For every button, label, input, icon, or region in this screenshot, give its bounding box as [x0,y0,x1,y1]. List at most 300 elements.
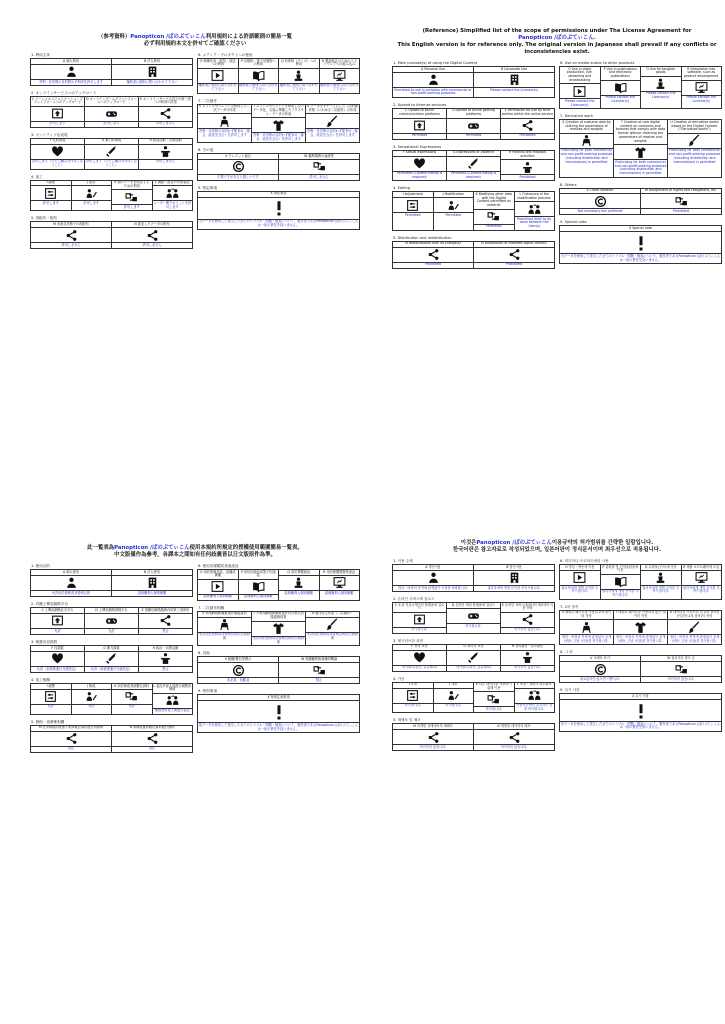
sword-icon [467,651,480,664]
mesh-icon [218,618,231,631]
permission-text: 権利者に個別に問い合わせて下さい [239,83,278,92]
section [197,53,360,94]
permission-text: Permitted [465,133,482,138]
shirt-icon [634,146,647,159]
user-icon [427,73,440,86]
item-label: O 用於影像作品、直播或廣播 [198,570,238,580]
monitor-icon [333,69,346,82]
item-label: H 政治活動・宗教活動 [139,139,192,145]
permission-text: 当データを使用して発生した全てのトラブル・問題・損害について、製作者であるPanopticon /ぱのぷてぃこんは一切の責任を負いません。 [560,254,721,262]
permission-cell [474,683,515,713]
permission-cell [641,67,682,108]
permission-cell [198,657,279,683]
section [197,564,360,601]
permission-text: 許可しません [142,243,162,247]
permission-cell [31,59,112,85]
section-title: 8. 其他 [198,651,210,656]
section-title: 7. 2차 창작 [560,604,579,609]
permission-row [559,655,722,683]
permission-cell [279,570,320,600]
item-label: R Integration into software, such as product development [682,67,722,81]
icon-box [198,580,238,595]
icon-box [31,652,84,667]
permission-text: 允許（但需要進行分級設定） [36,666,79,671]
item-label: C 소셜 커뮤니케이션 플랫폼에 업로드 [393,603,446,613]
sword-icon [467,157,480,170]
section-title: 3. センシティブな表現 [31,132,68,137]
book-icon [614,575,627,588]
icon-box [515,202,555,217]
item-label: W Assignment of Rights and Obligations, etc. [641,189,721,195]
permission-row [392,108,555,140]
share-icon [427,248,440,261]
permission-cell [72,181,113,211]
permission-cell [682,565,723,599]
permission-cell [641,565,682,599]
transfer-icon [125,191,138,204]
shirt-icon [272,622,285,635]
permission-text: 僅限使用者之間進行委託 [154,708,190,713]
item-label: X 특기 사항 [560,694,721,700]
icon-box [641,77,681,92]
permission-text: 允許用於營利或非營利目的 [51,590,91,595]
permission-text: 허가하지 않습니다. [419,745,447,750]
item-label: M 未改変状態での再配布 [31,222,111,228]
item-label: P 出版物・電子出版物への利用 [239,59,279,69]
item-label: V 版權/署名等標示 [198,657,278,663]
icon-box [560,194,640,209]
item-label: U 製作衍生作品（二次創作） [306,612,359,618]
outsource-icon [528,689,541,702]
section [559,114,722,177]
permission-cell [447,603,501,633]
figure-icon [292,576,305,589]
transfer-icon [313,664,326,677]
permission-text: 허가합니다. [411,627,428,632]
icon-box [393,730,473,745]
section [30,602,193,635]
item-label: J Modification [434,192,474,198]
permission-cell [501,151,555,181]
permission-text: Permitted to use in activities with commercial or non-profit-seeking purposes [394,87,472,96]
permission-text: Prohibited [519,175,536,179]
section [197,186,360,230]
item-label: O Use in video production, live-streaming and broadcasting [560,67,600,84]
permission-row [197,104,360,143]
permission-cell [560,694,722,731]
icon-box [198,114,251,129]
permission-cell [560,226,722,263]
icon-box [393,651,446,666]
permission-cell [85,608,139,634]
icon-box [153,694,193,709]
permission-text: Permitted [405,213,421,217]
copyright-icon [232,664,245,677]
heading-text: （参考資料） [97,34,131,40]
permission-row [197,656,360,684]
section [30,640,193,673]
permission-row [392,150,555,182]
icon-box [31,614,84,629]
permission-cell [139,97,193,127]
alert-icon [632,702,650,720]
permission-row [197,191,360,230]
icon-box [393,689,433,704]
monitor-icon [695,571,708,584]
adjust-icon [44,690,57,703]
icon-box [447,157,500,172]
permission-cell [31,222,112,248]
icon-box [614,620,667,635]
icon-box [560,84,600,99]
upload-icon [51,107,64,120]
share-icon [521,119,534,132]
permission-text: 当データを使用して発生した全てのトラブル・問題・損害について、製作者であるPanopticon /ぱのぷてぃこんは一切の責任を負いません。 [198,219,359,228]
item-label: P Use in publications and electronic publications [601,67,641,81]
permission-cell [112,570,193,596]
permission-text: 허가합니다. [445,703,462,708]
gamepad-icon [105,107,118,120]
icon-box [434,689,474,704]
permission-text: 허가하지 않습니다. [514,665,541,670]
item-label: J 개변 [434,683,474,689]
permission-text: Permitted [411,133,428,138]
icon-box [474,248,554,263]
icon-box [72,186,112,201]
item-label: B 法人利用 [112,59,192,65]
permission-text: 権利者に個別に問い合わせて下さい [126,79,178,84]
permission-row [392,644,555,672]
permission-cell [668,611,722,645]
icon-box [501,160,554,175]
permission-text: 営利・非営利の目的わず配布可（都合、改変を含む）を許可します [253,133,304,141]
heart-icon [51,652,64,665]
item-label: K 用於修改其他數位資料 [112,684,152,690]
icon-box [153,186,193,201]
section [197,689,360,733]
section-title: 8. その他 [198,147,214,152]
permission-text: Permitted [486,224,502,229]
section-title: 7. 二次創作相關 [198,605,225,610]
item-label: D 온라인 게임 플랫폼에 업로드 [447,603,500,609]
icon-box [306,114,359,129]
brush-icon [326,618,339,631]
permission-cell [139,608,193,634]
item-label: H 政治・宗教活動 [139,646,192,652]
permission-text: 請與權利人個別聯繫 [284,590,314,595]
icon-box [279,69,319,84]
heading-text: (Reference) Simplified list of the scope of permissions under The License Agreement for [422,28,692,34]
section-title: 6. 使用於媒體或其他產品 [198,564,239,568]
permission-cell [279,59,320,93]
icon-box [112,576,192,591]
item-label: G 暴力的表現 [85,139,138,145]
item-label: O 映像作品・配信・放送への利用 [198,59,238,69]
item-label: E オンラインサービス内での第三者への利用の許諾 [139,97,192,107]
podium-icon [159,145,172,158]
icon-box [85,145,138,160]
item-label: J 改変 [72,181,112,187]
permission-text: 許可しません [155,121,176,126]
permission-text: Prohibited [519,133,536,138]
permission-cell [474,242,555,268]
item-label: I 調整 [31,181,71,187]
modify-icon [85,690,98,703]
permission-text: 허가합니다(단, 분류필요) [455,665,492,670]
user-icon [65,576,78,589]
permission-text: Permitted (Content Rating is required) [396,171,443,179]
product-name: Panopticon /ぱのぷてぃこん [114,545,190,551]
permission-text: 営利・非営利の目的わず配布可（都合、改変を含む）を許可します [307,129,358,137]
figure-icon [654,77,667,90]
permission-text: 允許 [47,704,54,709]
icon-box [31,576,111,591]
permission-text: 不要ですがあると嬉しいです [217,174,259,179]
permission-text: 許可しません [309,174,329,179]
permission-text: 禁止 [162,666,169,671]
section-title: 3. 센시티브한 표현 [393,638,424,643]
icon-box [668,620,721,635]
column-right [197,48,360,230]
section [559,559,722,600]
icon-box [31,107,84,122]
permission-cell [560,656,641,682]
section-title: 9. Special note [560,220,587,225]
permission-cell [393,67,474,97]
permission-cell [85,139,139,169]
permission-cell [447,645,501,671]
permission-text: 允許用於營利或非營利目的的公開發佈 [199,632,250,641]
permission-cell [198,59,239,93]
permission-cell [682,67,723,108]
permission-row [392,602,555,634]
permission-text: 사용자간에서 실시하는 것을 허가합니다. [516,703,553,712]
icon-box [31,690,71,705]
share-icon [146,732,159,745]
item-label: Q 유형물(굿즈)에 이용 [641,565,681,571]
item-label: F 性的表現 [31,139,84,145]
permission-text: 請與權利人個別聯繫 [203,594,233,599]
section-title: 7. 二次創作 [198,98,217,103]
permission-cell [474,724,555,750]
icon-box [306,618,359,633]
permission-row [30,96,193,128]
icon-box [31,145,84,160]
heading-line [30,552,360,559]
item-label: B 法人使用 [112,570,192,576]
icon-box [279,663,359,678]
permission-text: 禁止 [67,746,75,751]
section-title: 4. 加工相關 [31,677,50,682]
permission-cell [501,109,555,139]
permission-cell [434,683,475,713]
icon-box [560,700,721,722]
permission-text: 허가하지 않습니다. [514,627,541,632]
item-label: E Permission for use by third parties within the online service [501,109,554,119]
icon-box [198,701,359,723]
share-icon [65,732,78,745]
heart-icon [413,651,426,664]
permission-cell [614,120,668,176]
icon-box [31,228,111,243]
item-label: D 上傳至網路遊戲平台 [85,608,138,614]
item-label: G 暴力描寫 [85,646,138,652]
icon-box [393,73,473,88]
section [559,61,722,109]
item-label: G 폭력적 표현 [447,645,500,651]
icon-box [320,69,360,84]
icon-box [682,81,722,96]
heading-line [392,540,722,547]
permission-row [30,683,193,715]
section-title: 2. 온라인 서비스에 업로드 [393,596,435,601]
permission-cell [320,59,361,93]
video-icon [573,571,586,584]
permission-cell [239,570,280,600]
video-icon [573,85,586,98]
upload-icon [413,613,426,626]
permission-cell [112,684,153,714]
icon-box [198,69,238,84]
permission-cell [447,151,501,181]
icon-box [72,690,112,705]
section [30,564,193,597]
column-right [559,56,722,264]
icon-box [434,198,474,213]
icon-box [560,620,613,635]
item-label: X Special note [560,226,721,232]
permission-text: 許可します（ただし編み分けはこなうこと） [86,159,137,168]
permission-cell [85,646,139,672]
heading-text: 中文版僅作為參考，各譯本之間如有任何歧義皆以日文版原件為準。 [114,552,276,558]
column-left [392,554,555,751]
icon-box [112,690,152,705]
permission-row [197,569,360,601]
icon-box [501,613,554,628]
icon-box [139,652,192,667]
alert-icon [270,199,288,217]
heading-line [30,41,360,48]
building-icon [146,65,159,78]
icon-box [279,576,319,591]
permission-cell [198,570,239,600]
permission-text: 許可します [49,121,66,126]
permission-cell [393,645,447,671]
item-label: O 영상・방송에 이용 [560,565,600,571]
heading-line [30,545,360,552]
permission-row [30,138,193,170]
shirt-icon [272,119,285,132]
item-label: L 委託外部人員進行調整或修改 [153,684,193,694]
upload-icon [51,614,64,627]
permission-text: Permitted [445,213,461,217]
icon-box [393,157,446,172]
permission-cell [85,97,139,127]
item-label: M 미개변 상태에서의 재배포 [393,724,473,730]
permission-row [392,564,555,592]
columns [30,559,360,753]
item-label: C ソーシャルコミュニケーションプラットフォームへのアップロード [31,97,84,107]
permission-text: 권리자에게 개별 문의를 부탁드립니다. [601,589,639,598]
permission-text: 영리・비영리 목적에 관계없이 공개(배포, 전송 포함)를 허가합니다. [615,635,666,643]
item-label: A Personal Use [393,67,473,73]
heading-text: 必ず利用規約本文を併せてご確認ください [143,41,247,47]
icon-box [252,118,305,133]
transfer-icon [125,690,138,703]
icon-box [474,692,514,707]
share-icon [65,229,78,242]
adjust-icon [406,689,419,702]
icon-box [139,614,192,629]
item-label: J 修改 [72,684,112,690]
item-label: K 다른 데이터를 개변하기 위해 이용 [474,683,514,693]
permission-text: 非必要，但歡迎 [226,678,250,682]
heading-text: 利用規約による許諾範囲の簡易一覧 [205,34,293,40]
item-label: T 메쉬나 웨이트를 이용하지 않는 데이터 작성 [614,611,667,621]
permission-cell [31,139,85,169]
monitor-icon [695,81,708,94]
icon-box [393,248,473,263]
icon-box [474,210,514,225]
book-icon [614,81,627,94]
icon-box [31,186,71,201]
permission-cell [198,105,252,142]
item-label: I 調整 [31,684,71,690]
permission-text: 請與權利人個別聯繫 [243,594,273,599]
permission-text: 営利・非営利の目的問わず利用を許可します [39,79,103,84]
mesh-icon [218,115,231,128]
section [392,186,555,230]
permission-cell [112,59,193,85]
item-label: F 性描寫 [31,646,84,652]
heading-line [392,547,722,554]
transfer-icon [675,663,688,676]
item-label: X 特記事項 [198,192,359,198]
section-title: 4. Editing [393,186,411,191]
copyright-icon [594,663,607,676]
column-left [30,48,193,249]
permission-text: 允許用於營利或非營利目的的公開發佈 [253,636,304,644]
permission-row [30,569,193,597]
item-label: W 권리의무 양도 등 [641,656,721,662]
item-label: U データをモチーフにした二次的創作物（いわゆる二次創作）の作成 [306,105,359,115]
modify-icon [85,187,98,200]
section-title: 1. 이용 주체 [393,559,413,563]
permission-text: 許可します [83,201,100,206]
permission-cell [474,67,555,97]
modify-icon [447,199,460,212]
section-title: 2. オンラインサービスへのアップロード [31,90,97,95]
columns [392,554,722,751]
icon-box [393,198,433,213]
columns [392,56,722,269]
permission-text: 권리자에게 개별 문의를 부탁드립니다. [682,585,720,594]
permission-cell [501,603,555,633]
section [392,103,555,140]
permission-row [559,610,722,646]
permission-cell [393,151,447,181]
icon-box [601,575,641,590]
item-label: H Political and religious activities [501,151,554,161]
section-title: 9. 特記事項 [198,185,217,190]
permission-text: 営利・非営利の目的わず配布可（都合、改変を含む）を許可します [199,129,250,137]
permission-cell [560,67,601,108]
permission-text: 허가합니다. [485,707,502,712]
permission-text: 권리자에게 개별 문의를 부탁드립니다. [642,585,680,594]
permission-cell [601,67,642,108]
sword-icon [105,652,118,665]
permission-cell [279,154,360,180]
